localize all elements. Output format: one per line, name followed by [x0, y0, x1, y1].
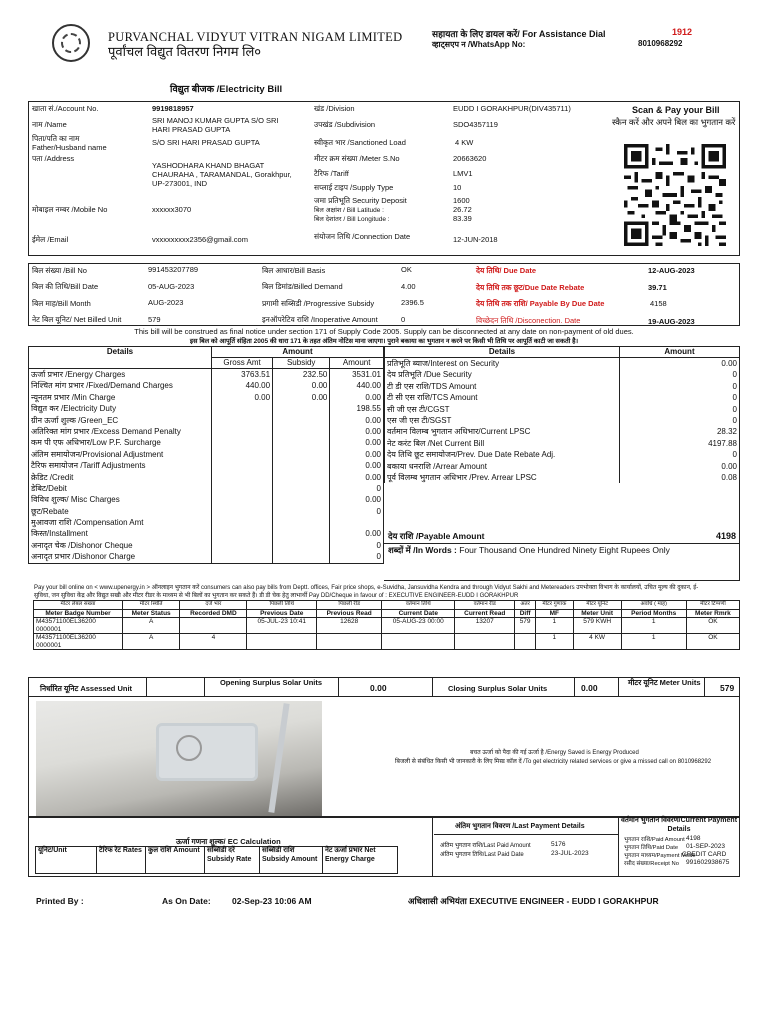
email-label: ईमेल /Email — [32, 235, 69, 244]
charge-row — [29, 380, 384, 391]
bill-date-value: 05-AUG-2023 — [148, 282, 195, 291]
father-value: S/O SRI HARI PRASAD GUPTA — [152, 138, 260, 147]
charge-cell — [212, 540, 273, 551]
billed-demand-value: 4.00 — [401, 282, 416, 291]
billed-demand-label: बिल डिमांड/Billed Demand — [262, 282, 343, 291]
charge-cell — [212, 415, 273, 426]
charge-row — [29, 483, 384, 494]
tariff-label: टैरिफ /Tariff — [314, 169, 349, 178]
meter-cell: 1 — [621, 618, 686, 634]
mobile-label: मोबाइल नम्बर /Mobile No — [32, 205, 108, 214]
payment-mode-label: भुगतान माध्यम/Payment Mode — [624, 853, 696, 859]
charge-row — [29, 494, 384, 505]
meter-en-header: Current Date — [382, 609, 455, 618]
charge-cell — [273, 472, 330, 483]
meter-hi-header: दर्ज भार — [180, 601, 247, 610]
charge-cell — [273, 415, 330, 426]
charge-right-amount: 0.08 — [620, 472, 740, 483]
longitude-value: 83.39 — [453, 214, 472, 223]
bill-date-label: बिल की तिथि/Bill Date — [32, 282, 99, 291]
address-label: पता /Address — [32, 154, 75, 163]
charge-cell — [212, 528, 273, 539]
solar-divider-2 — [204, 677, 205, 697]
charge-right-amount: 0 — [620, 392, 740, 403]
charge-cell: 232.50 — [273, 369, 330, 381]
charge-cell: मुआवजा राशि /Compensation Amt — [29, 517, 212, 528]
last-paid-amount-label: अंतिम भुगतान राशि/Last Paid Amount — [440, 843, 531, 849]
account-value: 9919818957 — [152, 104, 194, 113]
charge-cell — [212, 472, 273, 483]
assistance-number: 1912 — [672, 27, 693, 37]
meter-cable — [268, 703, 289, 813]
disconnection-value: 19-AUG-2023 — [648, 317, 695, 326]
charge-row — [29, 403, 384, 414]
last-paid-date-value: 23-JUL-2023 — [551, 850, 589, 857]
charge-right-label: बकाया धनराशि /Arrear Amount — [385, 461, 620, 472]
company-name-hi: पूर्वांचल विद्युत वितरण निगम लि० — [108, 44, 262, 59]
meter-sno-label: मीटर क्रम संख्या /Meter S.No — [314, 154, 400, 163]
meter-cell: 4 KW — [573, 634, 621, 650]
name-value: SRI MANOJ KUMAR GUPTA S/O SRI HARI PRASAD GUPTA — [152, 116, 279, 134]
payable-due-value: 4158 — [650, 299, 667, 308]
charge-cell: 0.00 — [273, 380, 330, 391]
last-payment-divider — [434, 834, 618, 835]
net-billed-label: नेट बिल यूनिट/ Net Billed Unit — [32, 315, 122, 324]
charge-cell: 0 — [330, 483, 384, 494]
charge-cell: न्यूनतम प्रभार /Min Charge — [29, 392, 212, 403]
payment-qr-code[interactable] — [622, 144, 728, 246]
charge-cell: 0.00 — [330, 472, 384, 483]
meter-cell — [455, 634, 515, 650]
payments-divider-1 — [432, 817, 433, 877]
division-label: खंड /Division — [314, 104, 355, 113]
ec-header-cell: टैरिफ रेट Rates — [97, 847, 146, 874]
ec-header-cell: कुल राशि Amount — [146, 847, 205, 874]
payments-divider-2 — [618, 817, 619, 877]
charge-right-amount: 0 — [620, 449, 740, 460]
charge-cell: 3531.01 — [330, 369, 384, 381]
solar-divider-4 — [432, 677, 433, 697]
meter-hi-header: मीटर यूनिट — [573, 601, 621, 610]
meter-cell: OK — [686, 618, 739, 634]
charge-cell — [212, 551, 273, 563]
charge-cell — [212, 517, 273, 528]
charge-right-label: सी जी एस टी/CGST — [385, 404, 620, 415]
charge-row — [29, 426, 384, 437]
opening-solar-value: 0.00 — [370, 683, 387, 693]
meter-cell — [382, 634, 455, 650]
payable-label: देय राशि /Payable Amount — [388, 531, 485, 541]
meter-table — [33, 600, 740, 650]
charge-cell — [273, 506, 330, 517]
meter-en-header: Meter Badge Number — [34, 609, 123, 618]
meter-dial — [176, 735, 202, 761]
meter-en-header: Previous Date — [247, 609, 317, 618]
security-value: 1600 — [453, 196, 470, 205]
charge-cell: 0.00 — [330, 528, 384, 539]
solar-divider-3 — [338, 677, 339, 697]
paid-date-label: भुगतान तिथि/Paid Date — [624, 845, 679, 851]
charge-right-amount: 0.00 — [620, 461, 740, 472]
subsidy-value: 2396.5 — [401, 298, 424, 307]
meter-cell: 579 KWH — [573, 618, 621, 634]
payable-divider — [384, 543, 740, 544]
charge-right-amount: 28.32 — [620, 426, 740, 437]
charge-right-amount: 0 — [620, 369, 740, 380]
charge-cell: टैरिफ समायोजन /Tariff Adjustments — [29, 460, 212, 471]
meter-cell: 13207 — [455, 618, 515, 634]
ec-title: ऊर्जा गणना शुल्क/ EC Calculation — [176, 837, 281, 846]
inoperative-label: इनऑपरेटिव राशि /Inoperative Amount — [262, 315, 378, 324]
meter-en-header: Period Months — [621, 609, 686, 618]
charge-cell — [273, 551, 330, 563]
meter-cell: OK — [686, 634, 739, 650]
charge-row — [29, 369, 384, 381]
whatsapp-label: व्हाट्सएप न /WhatsApp No: — [432, 40, 526, 49]
charge-cell — [273, 426, 330, 437]
charge-cell — [273, 494, 330, 505]
meter-hi-header: पिछली रीड — [317, 601, 382, 610]
officer-signature: अधिशासी अभियंता EXECUTIVE ENGINEER - EUDD I GORAKHPUR — [408, 896, 659, 906]
meter-en-header: Current Read — [455, 609, 515, 618]
charge-cell: निश्चित मांग प्रभार /Fixed/Demand Charges — [29, 380, 212, 391]
assessed-label: निर्धारित यूनिट Assessed Unit — [40, 684, 133, 693]
bill-basis-label: बिल आधार/Bill Basis — [262, 266, 326, 275]
charge-cell: ग्रीन ऊर्जा शुल्क /Green_EC — [29, 415, 212, 426]
solar-divider-1 — [146, 677, 147, 697]
charge-cell: किस्त/Installment — [29, 528, 212, 539]
receipt-value: 991602938675 — [686, 859, 730, 866]
solar-divider-7 — [704, 677, 705, 697]
meter-cell: 1 — [535, 634, 573, 650]
payment-mode-value: CREDIT CARD — [682, 851, 727, 858]
paid-date-value: 01-SEP-2023 — [686, 843, 726, 850]
meter-cell: 12628 — [317, 618, 382, 634]
amt-header: Amount — [330, 358, 384, 369]
meter-cell: 1 — [535, 618, 573, 634]
bill-basis-value: OK — [401, 265, 412, 274]
load-value: 4 KW — [455, 138, 474, 147]
charge-cell: कम पी एफ अधिभार/Low P.F. Surcharge — [29, 437, 212, 448]
charge-cell: 0.00 — [330, 449, 384, 460]
bill-no-label: बिल संख्या /Bill No — [32, 266, 87, 275]
meter-cell — [515, 634, 536, 650]
rebate-label: देय तिथि तक छूट/Due Date Rebate — [476, 283, 585, 292]
disconnection-label: विच्छेदन तिथि /Disconection. Date — [476, 316, 581, 325]
charge-row — [29, 392, 384, 403]
charge-row — [29, 415, 384, 426]
meter-cell — [317, 634, 382, 650]
meter-en-header: Diff — [515, 609, 536, 618]
charge-cell — [273, 528, 330, 539]
charge-cell: 0.00 — [330, 415, 384, 426]
father-label: पिता/पति का नाम Father/Husband name — [32, 134, 107, 152]
notice-hi: इस बिल को आपूर्ति संहिता 2005 की धारा 171 के तहत अंतिम नोटिस माना जाएगा। पुराने बकाया का भुगतान न करने पर किसी भी तिथि पर आपूर्ति काटी जा सकती है। — [189, 338, 579, 345]
charge-cell — [273, 449, 330, 460]
payable-due-label: देय तिथि तक राशि/ Payable By Due Date — [476, 299, 605, 308]
subsidy-header: Subsidy — [273, 358, 330, 369]
address-value: YASHODHARA KHAND BHAGAT CHAURAHA , TARAMANDAL, Gorakhpur, UP-273001, IND — [152, 161, 292, 188]
meter-en-header: MF — [535, 609, 573, 618]
ec-header-cell: सब्सिडी दरें Subsidy Rate — [205, 847, 260, 874]
charge-cell — [212, 437, 273, 448]
as-on-label: As On Date: — [162, 896, 211, 906]
meter-row — [34, 634, 740, 650]
charge-right-label: टी डी एस राशि/TDS Amount — [385, 381, 620, 392]
details-header: Details — [29, 347, 212, 369]
charge-cell: 0.00 — [273, 392, 330, 403]
meter-hi-header: मीटर गुणांक — [535, 601, 573, 610]
receipt-label: रसीद संख्या/Receipt No — [624, 861, 679, 867]
charge-row — [29, 506, 384, 517]
meter-hi-header: अवधि ( माह) — [621, 601, 686, 610]
charge-cell: 440.00 — [330, 380, 384, 391]
paid-amount-value: 4198 — [686, 835, 701, 842]
charge-cell — [273, 437, 330, 448]
supply-value: 10 — [453, 183, 462, 192]
company-logo — [52, 24, 90, 62]
due-date-value: 12-AUG-2023 — [648, 266, 695, 275]
meter-cell — [247, 634, 317, 650]
subdivision-value: SDO4357119 — [453, 120, 498, 129]
net-billed-value: 579 — [148, 315, 161, 324]
paid-amount-label: भुगतान राशि/Paid Amount — [624, 837, 685, 843]
meter-cell: A — [123, 618, 180, 634]
meter-cell: 1 — [621, 634, 686, 650]
charge-right-label: एस जी एस टी/SGST — [385, 415, 620, 426]
charge-row — [29, 449, 384, 460]
charge-cell: 0.00 — [330, 437, 384, 448]
meter-photo — [36, 701, 322, 816]
last-payment-title: अंतिम भुगतान विवरण /Last Payment Details — [455, 823, 585, 830]
meter-cell: 4 — [180, 634, 247, 650]
meter-sno-value: 20663620 — [453, 154, 487, 163]
charge-cell: 198.55 — [330, 403, 384, 414]
meter-hi-header: अंतर — [515, 601, 536, 610]
charge-right-amount: 0 — [620, 381, 740, 392]
amount-header: Amount — [212, 347, 384, 358]
charge-cell: 0.00 — [212, 392, 273, 403]
meter-en-header: Meter Unit — [573, 609, 621, 618]
security-label: जमा प्रतिभूति Security Deposit — [314, 196, 407, 205]
helpline-note: बिजली से संबंधित किसी भी जानकारी के लिए मिस्ड कॉल दें /To get electricity related services or give a missed call on 8010968292 — [395, 759, 712, 765]
meter-units-label: मीटर यूनिट Meter Units — [628, 678, 701, 687]
in-words — [388, 545, 670, 556]
charge-row — [29, 540, 384, 551]
ec-table — [35, 846, 398, 874]
division-value: EUDD I GORAKHPUR(DIV435711) — [453, 104, 571, 113]
charge-cell — [273, 403, 330, 414]
charge-cell: डेबिट/Debit — [29, 483, 212, 494]
rebate-value: 39.71 — [648, 283, 667, 292]
bill-title: विद्युत बीजक /Electricity Bill — [170, 84, 283, 95]
charge-cell — [212, 506, 273, 517]
tariff-value: LMV1 — [453, 169, 473, 178]
charge-right-label: वर्तमान विलम्ब भुगतान अधिभार/Current LPSC — [385, 426, 620, 437]
ec-header-cell: सब्सिडी राशि Subsidy Amount — [260, 847, 323, 874]
charge-cell: अनादृत चेक /Dishonor Cheque — [29, 540, 212, 551]
charge-cell: 0.00 — [330, 426, 384, 437]
account-label: खाता सं./Account No. — [32, 104, 99, 113]
ec-header-cell: यूनिट/Unit — [36, 847, 97, 874]
charge-cell: अनादृत प्रभार /Dishonor Charge — [29, 551, 212, 563]
charge-cell — [212, 494, 273, 505]
closing-solar-label: Closing Surplus Solar Units — [448, 684, 548, 693]
charge-row — [29, 528, 384, 539]
pay-online-note: Pay your bill online on < www.upenergy.in > ऑनलाइन भुगतान करें consumers can also pay bills from Deptt. offices, Fair price shops, e-Suvidha, Jansuvidha Kendra and through Vidyut Sakhi and Metereaders उपभोक्ता विभाग के कार्यालयों, उचित मूल्य की दुकान, ई- — [34, 585, 699, 591]
charge-right-label: प्रतिभूति ब्याज/Interest on Security — [385, 358, 620, 370]
charge-cell: 0 — [330, 540, 384, 551]
charge-cell: विद्युत कर /Electricity Duty — [29, 403, 212, 414]
charge-cell: 0.00 — [330, 494, 384, 505]
solar-divider-5 — [574, 677, 575, 697]
subdivision-label: उपखंड /Subdivision — [314, 120, 376, 129]
qr-title: Scan & Pay your Bill — [632, 105, 720, 115]
charge-cell — [330, 517, 384, 528]
as-on-value: 02-Sep-23 10:06 AM — [232, 896, 312, 906]
meter-row — [34, 618, 740, 634]
charge-row — [29, 460, 384, 471]
current-payment-title: वर्तमान भुगतान विवरण/Current Payment Details — [620, 817, 738, 833]
charge-row — [29, 437, 384, 448]
payable-value: 4198 — [715, 531, 736, 541]
charge-cell: क्रेडिट /Credit — [29, 472, 212, 483]
meter-units-value: 579 — [720, 683, 735, 693]
bill-no-value: 991453207789 — [148, 265, 199, 274]
charge-right-label: पूर्व विलम्ब भुगतान अधिभार /Prev. Arrear LPSC — [385, 472, 620, 483]
meter-hi-header: वर्तमान रीड — [455, 601, 515, 610]
charge-row — [29, 551, 384, 563]
charge-cell: अतिरिक्त मांग प्रभार /Excess Demand Penalty — [29, 426, 212, 437]
charge-cell: छूट/Rebate — [29, 506, 212, 517]
due-date-label: देय तिथि/ Due Date — [476, 266, 537, 275]
charges-left-table — [28, 346, 384, 564]
charge-row — [29, 472, 384, 483]
charge-cell: 440.00 — [212, 380, 273, 391]
charge-cell — [212, 449, 273, 460]
meter-cell: 05-AUG-23 00:00 — [382, 618, 455, 634]
meter-hi-header: पिछली तिथि — [247, 601, 317, 610]
charge-cell — [212, 403, 273, 414]
details2-header: Details — [385, 347, 620, 358]
meter-hi-header: मीटर स्थिति — [123, 601, 180, 610]
assistance-label: सहायता के लिए डायल करें/ For Assistance Dial — [432, 29, 606, 39]
charge-right-label: टी सी एस राशि/TCS Amount — [385, 392, 620, 403]
meter-cell: A — [123, 634, 180, 650]
longitude-label: बिल देशांतर / Bill Longitude : — [314, 216, 390, 223]
charge-cell: विविध शुल्क/ Misc Charges — [29, 494, 212, 505]
charge-cell — [273, 517, 330, 528]
meter-en-header: Meter Status — [123, 609, 180, 618]
charge-cell — [212, 483, 273, 494]
in-words-label: शब्दों में /In Words : — [388, 545, 457, 555]
mobile-value: xxxxxx3070 — [152, 205, 192, 214]
charge-cell — [273, 540, 330, 551]
charge-right-amount: 0 — [620, 415, 740, 426]
latitude-value: 26.72 — [453, 205, 472, 214]
printed-by-label: Printed By : — [36, 896, 84, 906]
charge-cell: 0.00 — [330, 460, 384, 471]
opening-solar-label: Opening Surplus Solar Units — [219, 678, 323, 687]
bill-month-label: बिल माह/Bill Month — [32, 299, 91, 308]
charge-right-amount: 4197.88 — [620, 438, 740, 449]
solar-divider-6 — [618, 677, 619, 697]
meter-en-header: Recorded DMD — [180, 609, 247, 618]
charge-cell — [212, 426, 273, 437]
connection-date-value: 12-JUN-2018 — [453, 235, 498, 244]
meter-cell — [180, 618, 247, 634]
name-label: नाम /Name — [32, 120, 67, 129]
whatsapp-number: 8010968292 — [638, 39, 683, 48]
meter-cell: 05-JUL-23 10:41 — [247, 618, 317, 634]
in-words-value: Four Thousand One Hundred Ninety Eight Rupees Only — [459, 545, 670, 555]
charge-cell: 0 — [330, 506, 384, 517]
pay-online-note-2: सुविधा, जन सुविधा केंद्र और विद्युत सखी और मीटर रीडर के माध्यम से भी बिलों का भुगतान कर सकते हैं। डी डी चेक हेतु लाभार्थी Pay DD/Cheque in favour of : EXECUTIVE ENGINEER-EUDD I GORAKHPUR — [34, 593, 519, 599]
charge-row — [29, 517, 384, 528]
meter-cell: M43571100EL36200 0000001 — [34, 634, 123, 650]
charge-cell — [273, 460, 330, 471]
ec-header-cell: नेट ऊर्जा प्रभार Net Energy Charge — [323, 847, 398, 874]
charge-right-amount: 0 — [620, 404, 740, 415]
bill-month-value: AUG-2023 — [148, 298, 184, 307]
last-paid-date-label: अंतिम भुगतान तिथि/Last Paid Date — [440, 852, 524, 858]
meter-hi-header: मीटर लेबल संख्या — [34, 601, 123, 610]
company-name-en: PURVANCHAL VIDYUT VITRAN NIGAM LIMITED — [108, 30, 403, 44]
meter-hi-header: वर्तमान तिथि — [382, 601, 455, 610]
meter-cell: M43571100EL36200 0000001 — [34, 618, 123, 634]
charge-cell: ऊर्जा प्रभार /Energy Charges — [29, 369, 212, 381]
charge-cell — [212, 460, 273, 471]
charge-right-label: देय प्रतिभूति /Due Security — [385, 369, 620, 380]
latitude-label: बिल अक्षांश / Bill Latitude : — [314, 207, 384, 214]
charge-right-amount: 0.00 — [620, 358, 740, 370]
notice-en: This bill will be construed as final notice under section 171 of Supply Code 2005. Supply can be disconnected at any date on non-payment of old dues. — [134, 327, 634, 336]
last-paid-amount-value: 5176 — [551, 841, 566, 848]
supply-label: सप्लाई टाइप /Supply Type — [314, 183, 394, 192]
email-value: vxxxxxxxxx2356@gmail.com — [152, 235, 248, 244]
gross-header: Gross Amt — [212, 358, 273, 369]
connection-date-label: संयोजन तिथि /Connection Date — [314, 232, 411, 241]
qr-subtitle: स्कैन करें और अपने बिल का भुगतान करें — [612, 117, 736, 127]
closing-solar-value: 0.00 — [581, 683, 598, 693]
load-label: स्वीकृत भार /Sanctioned Load — [314, 138, 406, 147]
bill-info-box — [28, 263, 740, 326]
meter-en-header: Meter Rmrk — [686, 609, 739, 618]
charge-cell — [273, 483, 330, 494]
meter-device — [156, 723, 258, 781]
charge-cell: 0.00 — [330, 392, 384, 403]
meter-cell: 579 — [515, 618, 536, 634]
charge-cell: 0 — [330, 551, 384, 563]
meter-en-header: Previous Read — [317, 609, 382, 618]
charge-cell: 3763.51 — [212, 369, 273, 381]
meter-hi-header: मीटर टिप्पणी — [686, 601, 739, 610]
charge-right-label: देय तिथि छूट समायोजन/Prev. Due Date Rebate Adj. — [385, 449, 620, 460]
energy-saved-note: बचत ऊर्जा को पैदा की गई ऊर्जा है /Energy Saved is Energy Produced — [470, 750, 639, 756]
amount2-header: Amount — [620, 347, 740, 358]
charge-right-label: नेट करंट बिल /Net Current Bill — [385, 438, 620, 449]
charge-cell: अंतिम समायोजन/Provisional Adjustment — [29, 449, 212, 460]
inoperative-value: 0 — [401, 315, 406, 324]
subsidy-label: प्रगामी सब्सिडी /Progressive Subsidy — [262, 299, 375, 308]
